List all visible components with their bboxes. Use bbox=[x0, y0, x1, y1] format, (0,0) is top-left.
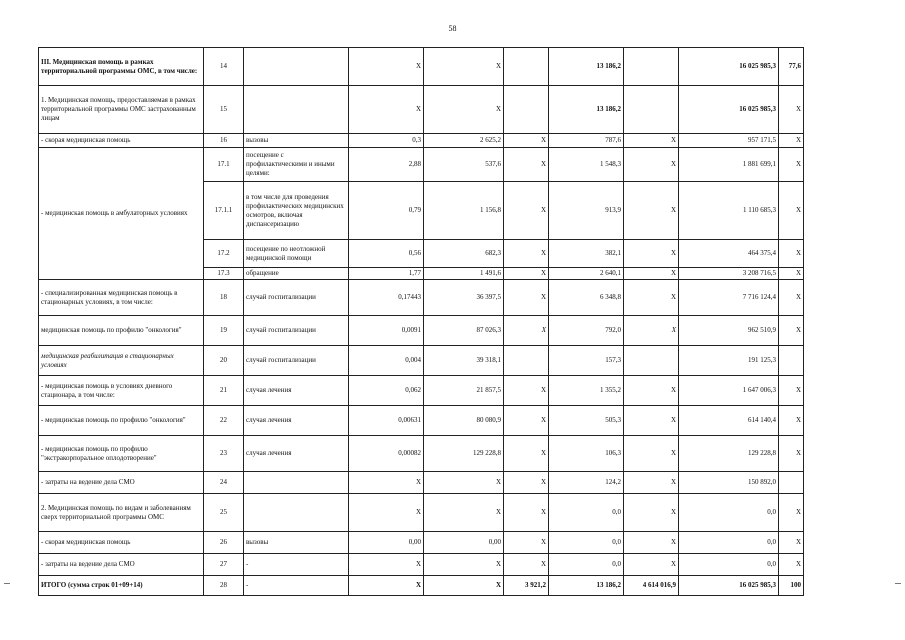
value-cell: 87 026,3 bbox=[424, 316, 504, 346]
table-row bbox=[39, 472, 804, 494]
row-name: медицинская реабилитация в стационарных условиях bbox=[39, 346, 204, 376]
value-cell: 36 397,5 bbox=[424, 280, 504, 316]
value-cell: X bbox=[779, 436, 804, 472]
value-cell: 0,79 bbox=[349, 182, 424, 240]
value-cell: 2 625,2 bbox=[424, 134, 504, 148]
value-cell: X bbox=[349, 576, 424, 596]
value-cell: X bbox=[349, 554, 424, 576]
row-name: - скорая медицинская помощь bbox=[39, 532, 204, 554]
unit-cell bbox=[244, 48, 349, 86]
value-cell: X bbox=[779, 554, 804, 576]
value-cell: X bbox=[779, 134, 804, 148]
unit-cell: вызовы bbox=[244, 532, 349, 554]
value-cell: X bbox=[504, 268, 549, 280]
scan-edge-mark-left bbox=[4, 583, 10, 584]
value-cell: 77,6 bbox=[779, 48, 804, 86]
row-name: - затраты на ведение дела СМО bbox=[39, 472, 204, 494]
value-cell: X bbox=[624, 494, 679, 532]
value-cell: 13 186,2 bbox=[549, 576, 624, 596]
value-cell: X bbox=[624, 182, 679, 240]
table-row bbox=[39, 134, 804, 148]
row-name: медицинская помощь по профилю "онкология" bbox=[39, 316, 204, 346]
value-cell: 962 510,9 bbox=[679, 316, 779, 346]
line-number: 17.1.1 bbox=[204, 182, 244, 240]
value-cell: X bbox=[504, 554, 549, 576]
value-cell bbox=[624, 346, 679, 376]
table-row bbox=[39, 316, 804, 346]
table-row bbox=[39, 346, 804, 376]
value-cell: 3 921,2 bbox=[504, 576, 549, 596]
table-row bbox=[39, 436, 804, 472]
unit-cell: в том числе для проведения профилактических медицинских осмотров, включая диспансеризацию bbox=[244, 182, 349, 240]
value-cell: X bbox=[624, 376, 679, 406]
unit-cell: - bbox=[244, 554, 349, 576]
value-cell: 3 208 716,5 bbox=[679, 268, 779, 280]
unit-cell bbox=[244, 472, 349, 494]
row-name: ИТОГО (сумма строк 01+09+14) bbox=[39, 576, 204, 596]
value-cell: X bbox=[779, 316, 804, 346]
value-cell: 0,3 bbox=[349, 134, 424, 148]
value-cell: 150 892,0 bbox=[679, 472, 779, 494]
value-cell: X bbox=[779, 148, 804, 182]
value-cell: 129 228,8 bbox=[424, 436, 504, 472]
value-cell: X bbox=[504, 436, 549, 472]
line-number: 17.2 bbox=[204, 240, 244, 268]
value-cell bbox=[624, 86, 679, 134]
value-cell: 1 647 006,3 bbox=[679, 376, 779, 406]
value-cell bbox=[779, 472, 804, 494]
value-cell: 505,3 bbox=[549, 406, 624, 436]
value-cell: X bbox=[504, 240, 549, 268]
value-cell: 2,88 bbox=[349, 148, 424, 182]
value-cell: X bbox=[624, 472, 679, 494]
value-cell: 191 125,3 bbox=[679, 346, 779, 376]
value-cell: X bbox=[504, 182, 549, 240]
line-number: 28 bbox=[204, 576, 244, 596]
unit-cell: вызовы bbox=[244, 134, 349, 148]
value-cell: 16 025 985,3 bbox=[679, 86, 779, 134]
value-cell: 957 171,5 bbox=[679, 134, 779, 148]
value-cell: X bbox=[624, 532, 679, 554]
value-cell: 39 318,1 bbox=[424, 346, 504, 376]
value-cell: X bbox=[504, 316, 549, 346]
value-cell: 0,00 bbox=[424, 532, 504, 554]
value-cell bbox=[779, 346, 804, 376]
value-cell: 0,062 bbox=[349, 376, 424, 406]
value-cell: X bbox=[504, 494, 549, 532]
value-cell: X bbox=[779, 86, 804, 134]
value-cell: 792,0 bbox=[549, 316, 624, 346]
value-cell: 4 614 016,9 bbox=[624, 576, 679, 596]
value-cell: X bbox=[424, 48, 504, 86]
value-cell: 13 186,2 bbox=[549, 48, 624, 86]
value-cell: X bbox=[504, 134, 549, 148]
value-cell: 1 548,3 bbox=[549, 148, 624, 182]
value-cell: 0,00631 bbox=[349, 406, 424, 436]
value-cell: 0,00 bbox=[349, 532, 424, 554]
value-cell: X bbox=[504, 376, 549, 406]
value-cell: X bbox=[504, 280, 549, 316]
unit-cell bbox=[244, 494, 349, 532]
value-cell: 0,56 bbox=[349, 240, 424, 268]
line-number: 25 bbox=[204, 494, 244, 532]
value-cell: X bbox=[779, 182, 804, 240]
value-cell: 7 716 124,4 bbox=[679, 280, 779, 316]
value-cell: 0,0 bbox=[549, 494, 624, 532]
value-cell: X bbox=[624, 240, 679, 268]
value-cell: 2 640,1 bbox=[549, 268, 624, 280]
row-name: - специализированная медицинская помощь в стационарных условиях, в том числе: bbox=[39, 280, 204, 316]
line-number: 16 bbox=[204, 134, 244, 148]
value-cell: X bbox=[624, 280, 679, 316]
row-name: - скорая медицинская помощь bbox=[39, 134, 204, 148]
value-cell: X bbox=[349, 494, 424, 532]
value-cell: 1 355,2 bbox=[549, 376, 624, 406]
value-cell: X bbox=[424, 86, 504, 134]
value-cell: 106,3 bbox=[549, 436, 624, 472]
value-cell: 1,77 bbox=[349, 268, 424, 280]
value-cell: 80 080,9 bbox=[424, 406, 504, 436]
value-cell: 537,6 bbox=[424, 148, 504, 182]
value-cell: X bbox=[504, 472, 549, 494]
value-cell: 16 025 985,3 bbox=[679, 576, 779, 596]
value-cell: X bbox=[349, 48, 424, 86]
value-cell bbox=[624, 48, 679, 86]
value-cell: 0,0 bbox=[679, 532, 779, 554]
row-name: - медицинская помощь в условиях дневного стационара, в том числе: bbox=[39, 376, 204, 406]
value-cell: 0,0091 bbox=[349, 316, 424, 346]
value-cell: 16 025 985,3 bbox=[679, 48, 779, 86]
table-row bbox=[39, 532, 804, 554]
value-cell: X bbox=[624, 148, 679, 182]
value-cell: X bbox=[349, 86, 424, 134]
unit-cell: посещение с профилактическими и иными целями: bbox=[244, 148, 349, 182]
value-cell: X bbox=[624, 436, 679, 472]
value-cell: X bbox=[504, 532, 549, 554]
row-name: 1. Медицинская помощь, предоставляемая в рамках территориальной программы ОМС застрахованным лицам bbox=[39, 86, 204, 134]
value-cell: 464 375,4 bbox=[679, 240, 779, 268]
value-cell bbox=[504, 346, 549, 376]
financing-table bbox=[38, 47, 804, 596]
value-cell: 1 156,8 bbox=[424, 182, 504, 240]
value-cell: X bbox=[779, 240, 804, 268]
row-name: 2. Медицинская помощь по видам и заболеваниям сверх территориальной программы ОМС bbox=[39, 494, 204, 532]
line-number: 14 bbox=[204, 48, 244, 86]
value-cell: 913,9 bbox=[549, 182, 624, 240]
value-cell: 157,3 bbox=[549, 346, 624, 376]
value-cell: X bbox=[624, 134, 679, 148]
line-number: 17.3 bbox=[204, 268, 244, 280]
value-cell: 0,17443 bbox=[349, 280, 424, 316]
unit-cell: случая лечения bbox=[244, 376, 349, 406]
line-number: 19 bbox=[204, 316, 244, 346]
line-number: 22 bbox=[204, 406, 244, 436]
value-cell: X bbox=[424, 576, 504, 596]
table-row bbox=[39, 48, 804, 86]
table-row bbox=[39, 576, 804, 596]
value-cell: X bbox=[504, 406, 549, 436]
unit-cell bbox=[244, 86, 349, 134]
value-cell: 382,1 bbox=[549, 240, 624, 268]
value-cell: X bbox=[624, 554, 679, 576]
line-number: 23 bbox=[204, 436, 244, 472]
value-cell: X bbox=[779, 406, 804, 436]
line-number: 18 bbox=[204, 280, 244, 316]
unit-cell: посещение по неотложной медицинской помощи bbox=[244, 240, 349, 268]
page-number: 58 bbox=[448, 24, 457, 33]
value-cell: 0,0 bbox=[549, 554, 624, 576]
value-cell: X bbox=[424, 494, 504, 532]
line-number: 20 bbox=[204, 346, 244, 376]
table-row bbox=[39, 376, 804, 406]
value-cell: X bbox=[424, 472, 504, 494]
value-cell: X bbox=[624, 268, 679, 280]
unit-cell: случая лечения bbox=[244, 436, 349, 472]
line-number: 17.1 bbox=[204, 148, 244, 182]
table-row bbox=[39, 406, 804, 436]
value-cell: X bbox=[624, 316, 679, 346]
unit-cell: случай госпитализации bbox=[244, 346, 349, 376]
line-number: 27 bbox=[204, 554, 244, 576]
unit-cell: случая лечения bbox=[244, 406, 349, 436]
value-cell: X bbox=[779, 268, 804, 280]
table-row bbox=[39, 148, 804, 182]
value-cell: 1 491,6 bbox=[424, 268, 504, 280]
line-number: 15 bbox=[204, 86, 244, 134]
value-cell: 124,2 bbox=[549, 472, 624, 494]
value-cell: 13 186,2 bbox=[549, 86, 624, 134]
value-cell: 0,00082 bbox=[349, 436, 424, 472]
value-cell: 0,0 bbox=[679, 494, 779, 532]
value-cell: 21 857,5 bbox=[424, 376, 504, 406]
value-cell: X bbox=[504, 148, 549, 182]
value-cell bbox=[504, 86, 549, 134]
value-cell: 0,0 bbox=[549, 532, 624, 554]
value-cell: 1 110 685,3 bbox=[679, 182, 779, 240]
value-cell: 787,6 bbox=[549, 134, 624, 148]
line-number: 24 bbox=[204, 472, 244, 494]
value-cell: X bbox=[779, 280, 804, 316]
row-name: - затраты на ведение дела СМО bbox=[39, 554, 204, 576]
value-cell: 614 140,4 bbox=[679, 406, 779, 436]
value-cell: 129 228,8 bbox=[679, 436, 779, 472]
unit-cell: обращение bbox=[244, 268, 349, 280]
row-name: - медицинская помощь по профилю "онкология" bbox=[39, 406, 204, 436]
table-row bbox=[39, 86, 804, 134]
value-cell: X bbox=[779, 532, 804, 554]
table-row bbox=[39, 494, 804, 532]
value-cell: 0,004 bbox=[349, 346, 424, 376]
value-cell: 1 881 699,1 bbox=[679, 148, 779, 182]
unit-cell: случай госпитализации bbox=[244, 316, 349, 346]
value-cell: X bbox=[624, 406, 679, 436]
value-cell: X bbox=[349, 472, 424, 494]
value-cell: 100 bbox=[779, 576, 804, 596]
value-cell: X bbox=[779, 494, 804, 532]
value-cell: X bbox=[779, 376, 804, 406]
value-cell: 682,3 bbox=[424, 240, 504, 268]
scan-edge-mark-right bbox=[895, 583, 901, 584]
row-name: - медицинская помощь по профилю "экстракорпоральное оплодотворение" bbox=[39, 436, 204, 472]
value-cell: 6 348,8 bbox=[549, 280, 624, 316]
row-name: III. Медицинская помощь в рамках территориальной программы ОМС, в том числе: bbox=[39, 48, 204, 86]
unit-cell: случай госпитализации bbox=[244, 280, 349, 316]
table-row bbox=[39, 554, 804, 576]
line-number: 26 bbox=[204, 532, 244, 554]
row-name: - медицинская помощь в амбулаторных условиях bbox=[39, 148, 204, 280]
line-number: 21 bbox=[204, 376, 244, 406]
unit-cell: - bbox=[244, 576, 349, 596]
value-cell: 0,0 bbox=[679, 554, 779, 576]
value-cell bbox=[504, 48, 549, 86]
value-cell: X bbox=[424, 554, 504, 576]
table-row bbox=[39, 280, 804, 316]
